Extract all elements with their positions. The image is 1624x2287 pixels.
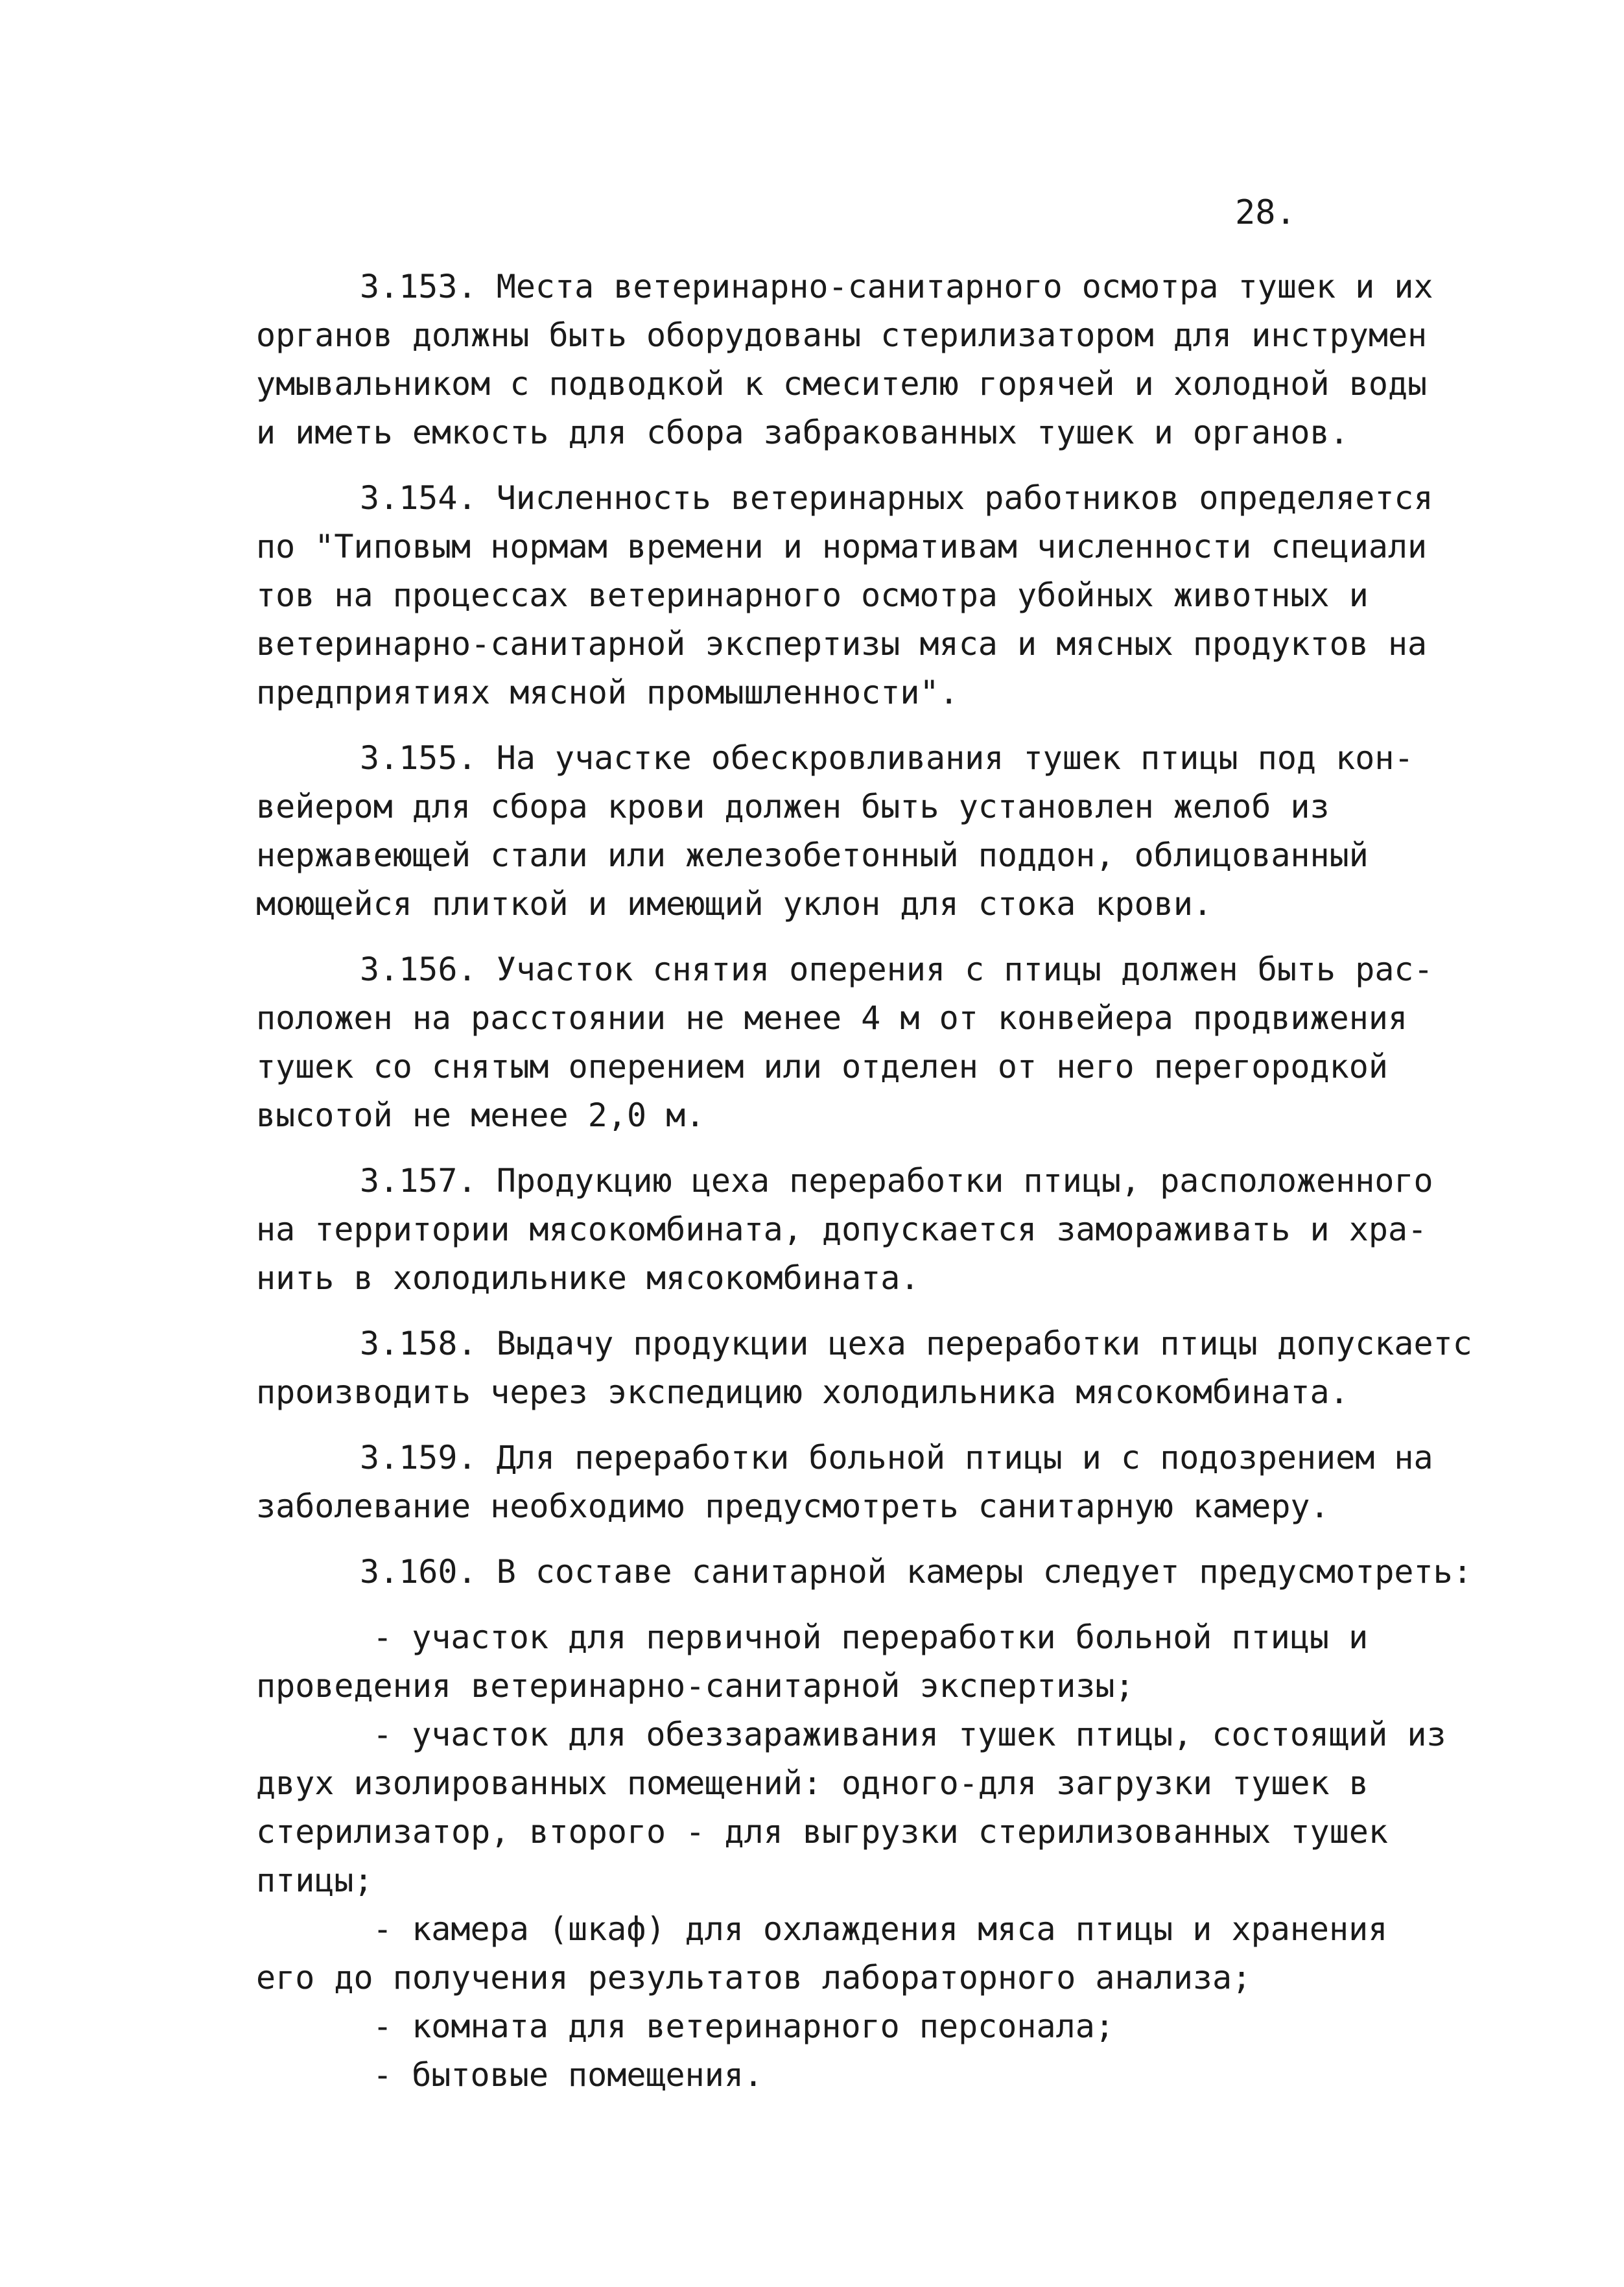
paragraph-line: нить в холодильнике мясокомбината. bbox=[256, 1259, 920, 1297]
paragraph-3-153 bbox=[256, 263, 1507, 457]
list-item-line: - бытовые помещения. bbox=[373, 2056, 764, 2094]
list-item-line: двух изолированных помещений: одного-для загрузки тушек в bbox=[256, 1764, 1369, 1802]
page-number: 28. bbox=[1235, 193, 1296, 232]
paragraph-line: умывальником с подводкой к смесителю горячей и холодной воды bbox=[256, 365, 1428, 403]
list-item bbox=[256, 2002, 1507, 2051]
paragraph-line: 3.155. На участке обескровливания тушек птицы под кон- bbox=[360, 739, 1414, 777]
list-item-line: - участок для первичной переработки больной птицы и bbox=[373, 1618, 1369, 1656]
paragraph-3-154 bbox=[256, 474, 1507, 717]
paragraph-line: моющейся плиткой и имеющий уклон для стока крови. bbox=[256, 885, 1213, 923]
paragraph-3-157 bbox=[256, 1157, 1507, 1303]
list-item bbox=[256, 1905, 1507, 2002]
paragraph-line: 3.160. В составе санитарной камеры следует предусмотреть: bbox=[360, 1553, 1472, 1591]
paragraph-line: 3.154. Численность ветеринарных работников определяется bbox=[360, 479, 1433, 517]
list-item bbox=[256, 1711, 1507, 1905]
paragraph-line: 3.157. Продукцию цеха переработки птицы, расположенного bbox=[360, 1162, 1433, 1200]
paragraph-line: нержавеющей стали или железобетонный поддон, облицованный bbox=[256, 836, 1369, 874]
paragraph-line: тов на процессах ветеринарного осмотра убойных животных и bbox=[256, 576, 1369, 614]
paragraph-line: тушек со снятым оперением или отделен от него перегородкой bbox=[256, 1048, 1388, 1085]
list-item bbox=[256, 1613, 1507, 1711]
paragraph-3-158 bbox=[256, 1320, 1507, 1417]
paragraph-line: 3.158. Выдачу продукции цеха переработки птицы допускаетс bbox=[360, 1325, 1472, 1362]
list-item-line: проведения ветеринарно-санитарной экспертизы; bbox=[256, 1667, 1135, 1705]
paragraph-line: органов должны быть оборудованы стерилизатором для инструмен bbox=[256, 316, 1428, 354]
list-item-line: - комната для ветеринарного персонала; bbox=[373, 2008, 1114, 2045]
list-item-line: его до получения результатов лабораторного анализа; bbox=[256, 1959, 1252, 1997]
paragraph-line: и иметь емкость для сбора забракованных тушек и органов. bbox=[256, 414, 1349, 451]
paragraph-line: заболевание необходимо предусмотреть санитарную камеру. bbox=[256, 1487, 1330, 1525]
paragraph-3-160 bbox=[256, 1548, 1507, 1596]
list-item bbox=[256, 2051, 1507, 2100]
sanitary-chamber-list bbox=[256, 1613, 1507, 2100]
paragraph-line: положен на расстоянии не менее 4 м от конвейера продвижения bbox=[256, 999, 1408, 1037]
paragraph-3-156 bbox=[256, 945, 1507, 1140]
list-item-line: птицы; bbox=[256, 1862, 373, 1899]
paragraph-line: 3.156. Участок снятия оперения с птицы должен быть рас- bbox=[360, 951, 1433, 988]
paragraph-line: вейером для сбора крови должен быть установлен желоб из bbox=[256, 788, 1330, 825]
paragraph-line: 3.153. Места ветеринарно-санитарного осмотра тушек и их bbox=[360, 268, 1433, 305]
list-item-line: - участок для обеззараживания тушек птицы, состоящий из bbox=[373, 1716, 1446, 1753]
document-body bbox=[256, 263, 1507, 2100]
paragraph-line: производить через экспедицию холодильника мясокомбината. bbox=[256, 1373, 1349, 1411]
paragraph-line: на территории мясокомбината, допускается замораживать и хра- bbox=[256, 1211, 1428, 1248]
paragraph-line: ветеринарно-санитарной экспертизы мяса и мясных продуктов на bbox=[256, 625, 1428, 663]
paragraph-line: по "Типовым нормам времени и нормативам численности специали bbox=[256, 528, 1428, 565]
paragraph-3-159 bbox=[256, 1434, 1507, 1531]
paragraph-line: предприятиях мясной промышленности". bbox=[256, 674, 959, 711]
paragraph-line: 3.159. Для переработки больной птицы и с подозрением на bbox=[360, 1439, 1433, 1476]
list-item-line: - камера (шкаф) для охлаждения мяса птицы и хранения bbox=[373, 1910, 1388, 1948]
paragraph-line: высотой не менее 2,0 м. bbox=[256, 1096, 705, 1134]
list-item-line: стерилизатор, второго - для выгрузки стерилизованных тушек bbox=[256, 1813, 1388, 1851]
paragraph-3-155 bbox=[256, 734, 1507, 929]
